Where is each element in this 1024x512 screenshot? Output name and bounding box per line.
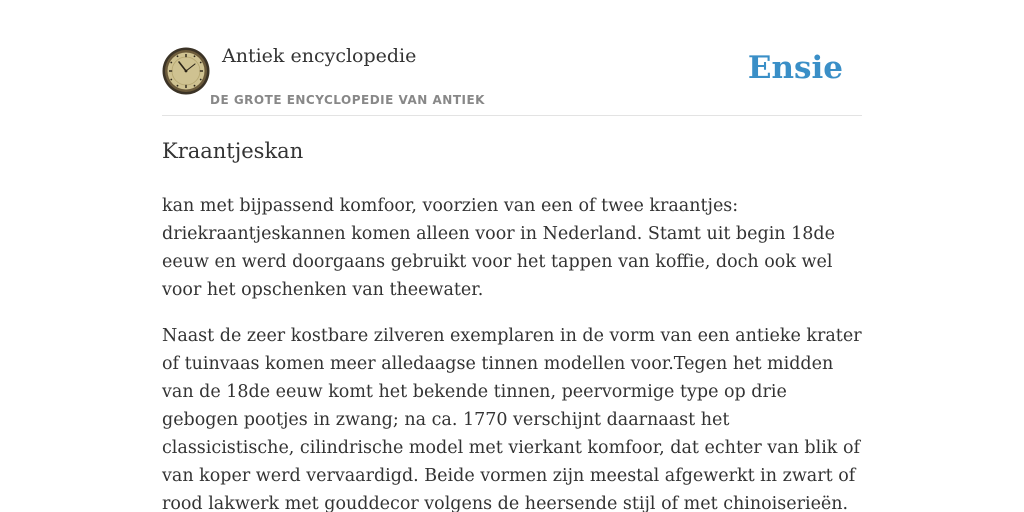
site-tagline: DE GROTE ENCYCLOPEDIE VAN ANTIEK (210, 93, 485, 107)
article-body (162, 192, 862, 512)
antique-clock-icon[interactable] (162, 47, 210, 95)
site-header (162, 0, 862, 116)
article-paragraph: kan met bijpassend komfoor, voorzien van een of twee kraantjes: driekraantjeskannen komen alleen voor in Nederland. Stamt uit begin 18de eeuw en werd doorgaans gebruikt voor het tappen van koffie, doch ook wel voor het opschenken van theewater. (162, 196, 835, 300)
ensie-logo-link[interactable]: Ensie (747, 50, 843, 86)
article-title: Kraantjeskan (162, 139, 304, 163)
article-paragraph: Naast de zeer kostbare zilveren exemplaren in de vorm van een antieke krater of tuinvaas komen meer alledaagse tinnen modellen voor.Tegen het midden van de 18de eeuw komt het bekende tinnen, peervormige type op drie gebogen pootjes in zwang; na ca. 1770 verschijnt daarnaast het classicistische, cilindrische model met vierkant komfoor, dat echter van blik of van koper werd vervaardigd. Beide vormen zijn meestal afgewerkt in zwart of rood lakwerk met gouddecor volgens de heersende stijl of met chinoiserieën. (162, 326, 862, 512)
content-container (162, 0, 862, 512)
site-title-link[interactable]: Antiek encyclopedie (222, 45, 417, 67)
